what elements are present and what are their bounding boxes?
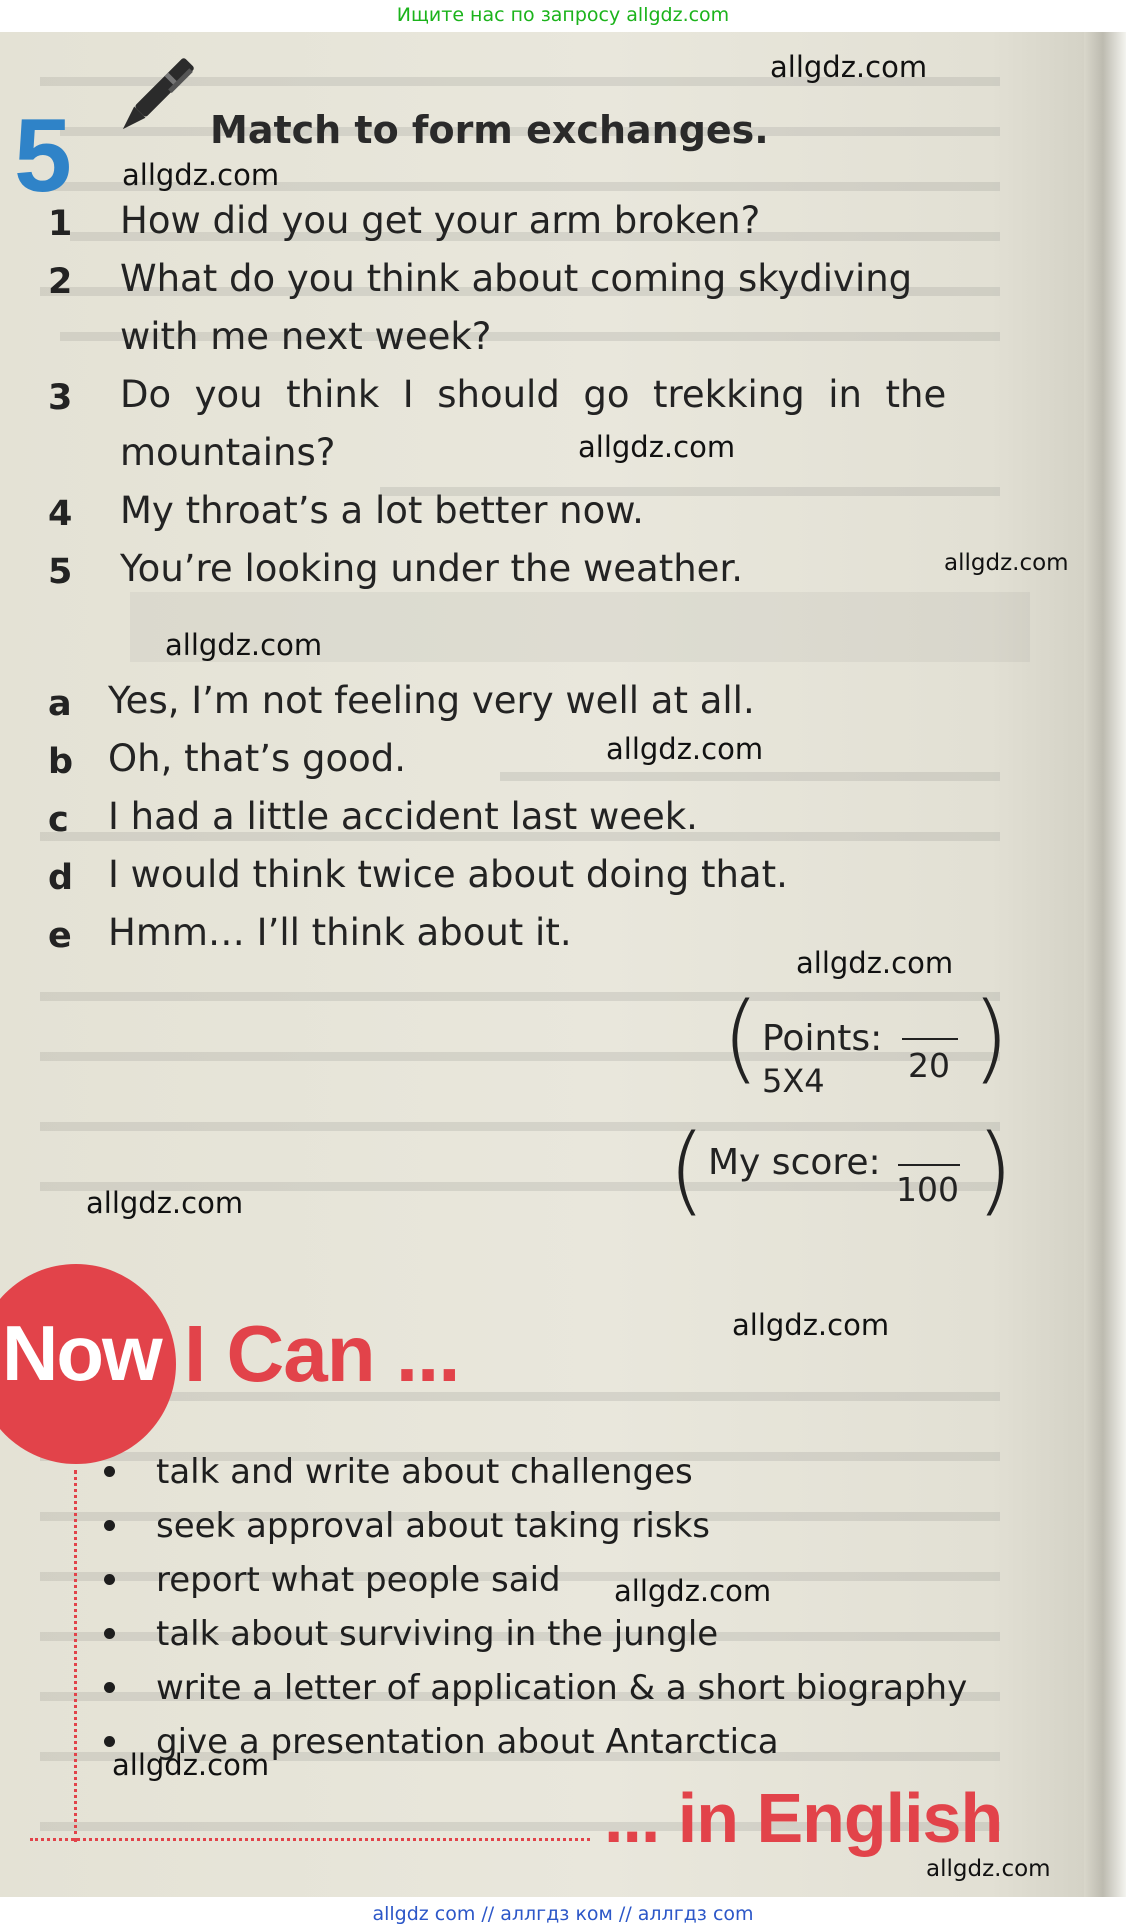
can-do-item: write a letter of application & a short biography [156, 1668, 968, 1708]
can-do-item: seek approval about taking risks [156, 1506, 710, 1546]
question-text: My throat’s a lot better now. [120, 489, 644, 532]
question-number: 2 [48, 262, 73, 302]
watermark: allgdz.com [770, 50, 928, 84]
answer-letter: d [48, 858, 74, 898]
score-open-paren: ( [668, 1114, 706, 1226]
points-detail: 5X4 [762, 1062, 825, 1100]
question-text: mountains? [120, 431, 336, 474]
can-do-item: talk and write about challenges [156, 1452, 693, 1492]
pen-icon [108, 52, 200, 144]
points-max: 20 [908, 1046, 950, 1085]
bullet-dot [104, 1736, 115, 1747]
can-do-item: give a presentation about Antarctica [156, 1722, 779, 1762]
exercise-title: Match to form exchanges. [210, 108, 769, 152]
watermark: allgdz.com [578, 430, 736, 464]
watermark: allgdz.com [86, 1186, 244, 1220]
i-can-title: I Can ... [184, 1309, 460, 1398]
answer-text: Oh, that’s good. [108, 737, 407, 780]
answer-letter: b [48, 742, 74, 782]
answer-letter: c [48, 800, 69, 840]
question-text: You’re looking under the weather. [120, 547, 744, 590]
bottom-banner[interactable]: allgdz com // аллгдз ком // аллгдз com [372, 1903, 754, 1925]
watermark: allgdz.com [606, 732, 764, 766]
bullet-dot [104, 1574, 115, 1585]
answer-text: Yes, I’m not feeling very well at all. [108, 679, 755, 722]
answer-text: I had a little accident last week. [108, 795, 698, 838]
answer-letter: e [48, 916, 72, 956]
can-do-item: report what people said [156, 1560, 561, 1600]
now-label: Now [2, 1309, 161, 1397]
exercise-number: 5 [14, 98, 72, 214]
question-number: 4 [48, 494, 73, 534]
watermark: allgdz.com [112, 1748, 270, 1782]
bullet-dot [104, 1520, 115, 1531]
top-banner[interactable]: Ищите нас по запросу allgdz.com [396, 4, 730, 26]
score-close-paren: ) [976, 1114, 1014, 1226]
question-text: What do you think about coming skydiving [120, 257, 913, 300]
watermark: allgdz.com [165, 628, 323, 662]
textbook-page [0, 32, 1100, 1897]
watermark: allgdz.com [122, 158, 280, 192]
question-number: 5 [48, 552, 73, 592]
watermark: allgdz.com [796, 946, 954, 980]
question-text: How did you get your arm broken? [120, 199, 761, 242]
can-do-item: talk about surviving in the jungle [156, 1614, 719, 1654]
question-text: with me next week? [120, 315, 492, 358]
answer-text: I would think twice about doing that. [108, 853, 788, 896]
bullet-dot [104, 1682, 115, 1693]
in-english-label: ... in English [604, 1779, 1003, 1857]
points-open-paren: ( [722, 982, 760, 1094]
watermark: allgdz.com [732, 1308, 890, 1342]
question-text: Do you think I should go trekking in the [120, 373, 947, 416]
score-label: My score: [708, 1142, 881, 1183]
answer-letter: a [48, 684, 72, 724]
answer-text: Hmm… I’ll think about it. [108, 911, 572, 954]
bullet-dot [104, 1466, 115, 1477]
bullet-dot [104, 1628, 115, 1639]
watermark: allgdz.com [944, 550, 1069, 576]
score-max: 100 [896, 1170, 959, 1209]
score-fraction-line [898, 1164, 960, 1166]
points-close-paren: ) [972, 982, 1010, 1094]
question-number: 1 [48, 204, 73, 244]
question-number: 3 [48, 378, 73, 418]
dotted-horizontal-line [30, 1838, 590, 1841]
dotted-vertical-line [74, 1470, 77, 1842]
watermark: allgdz.com [926, 1856, 1051, 1882]
points-fraction-line [902, 1038, 958, 1040]
watermark: allgdz.com [614, 1574, 772, 1608]
page-spine [1084, 32, 1126, 1897]
points-label: Points: [762, 1018, 883, 1059]
